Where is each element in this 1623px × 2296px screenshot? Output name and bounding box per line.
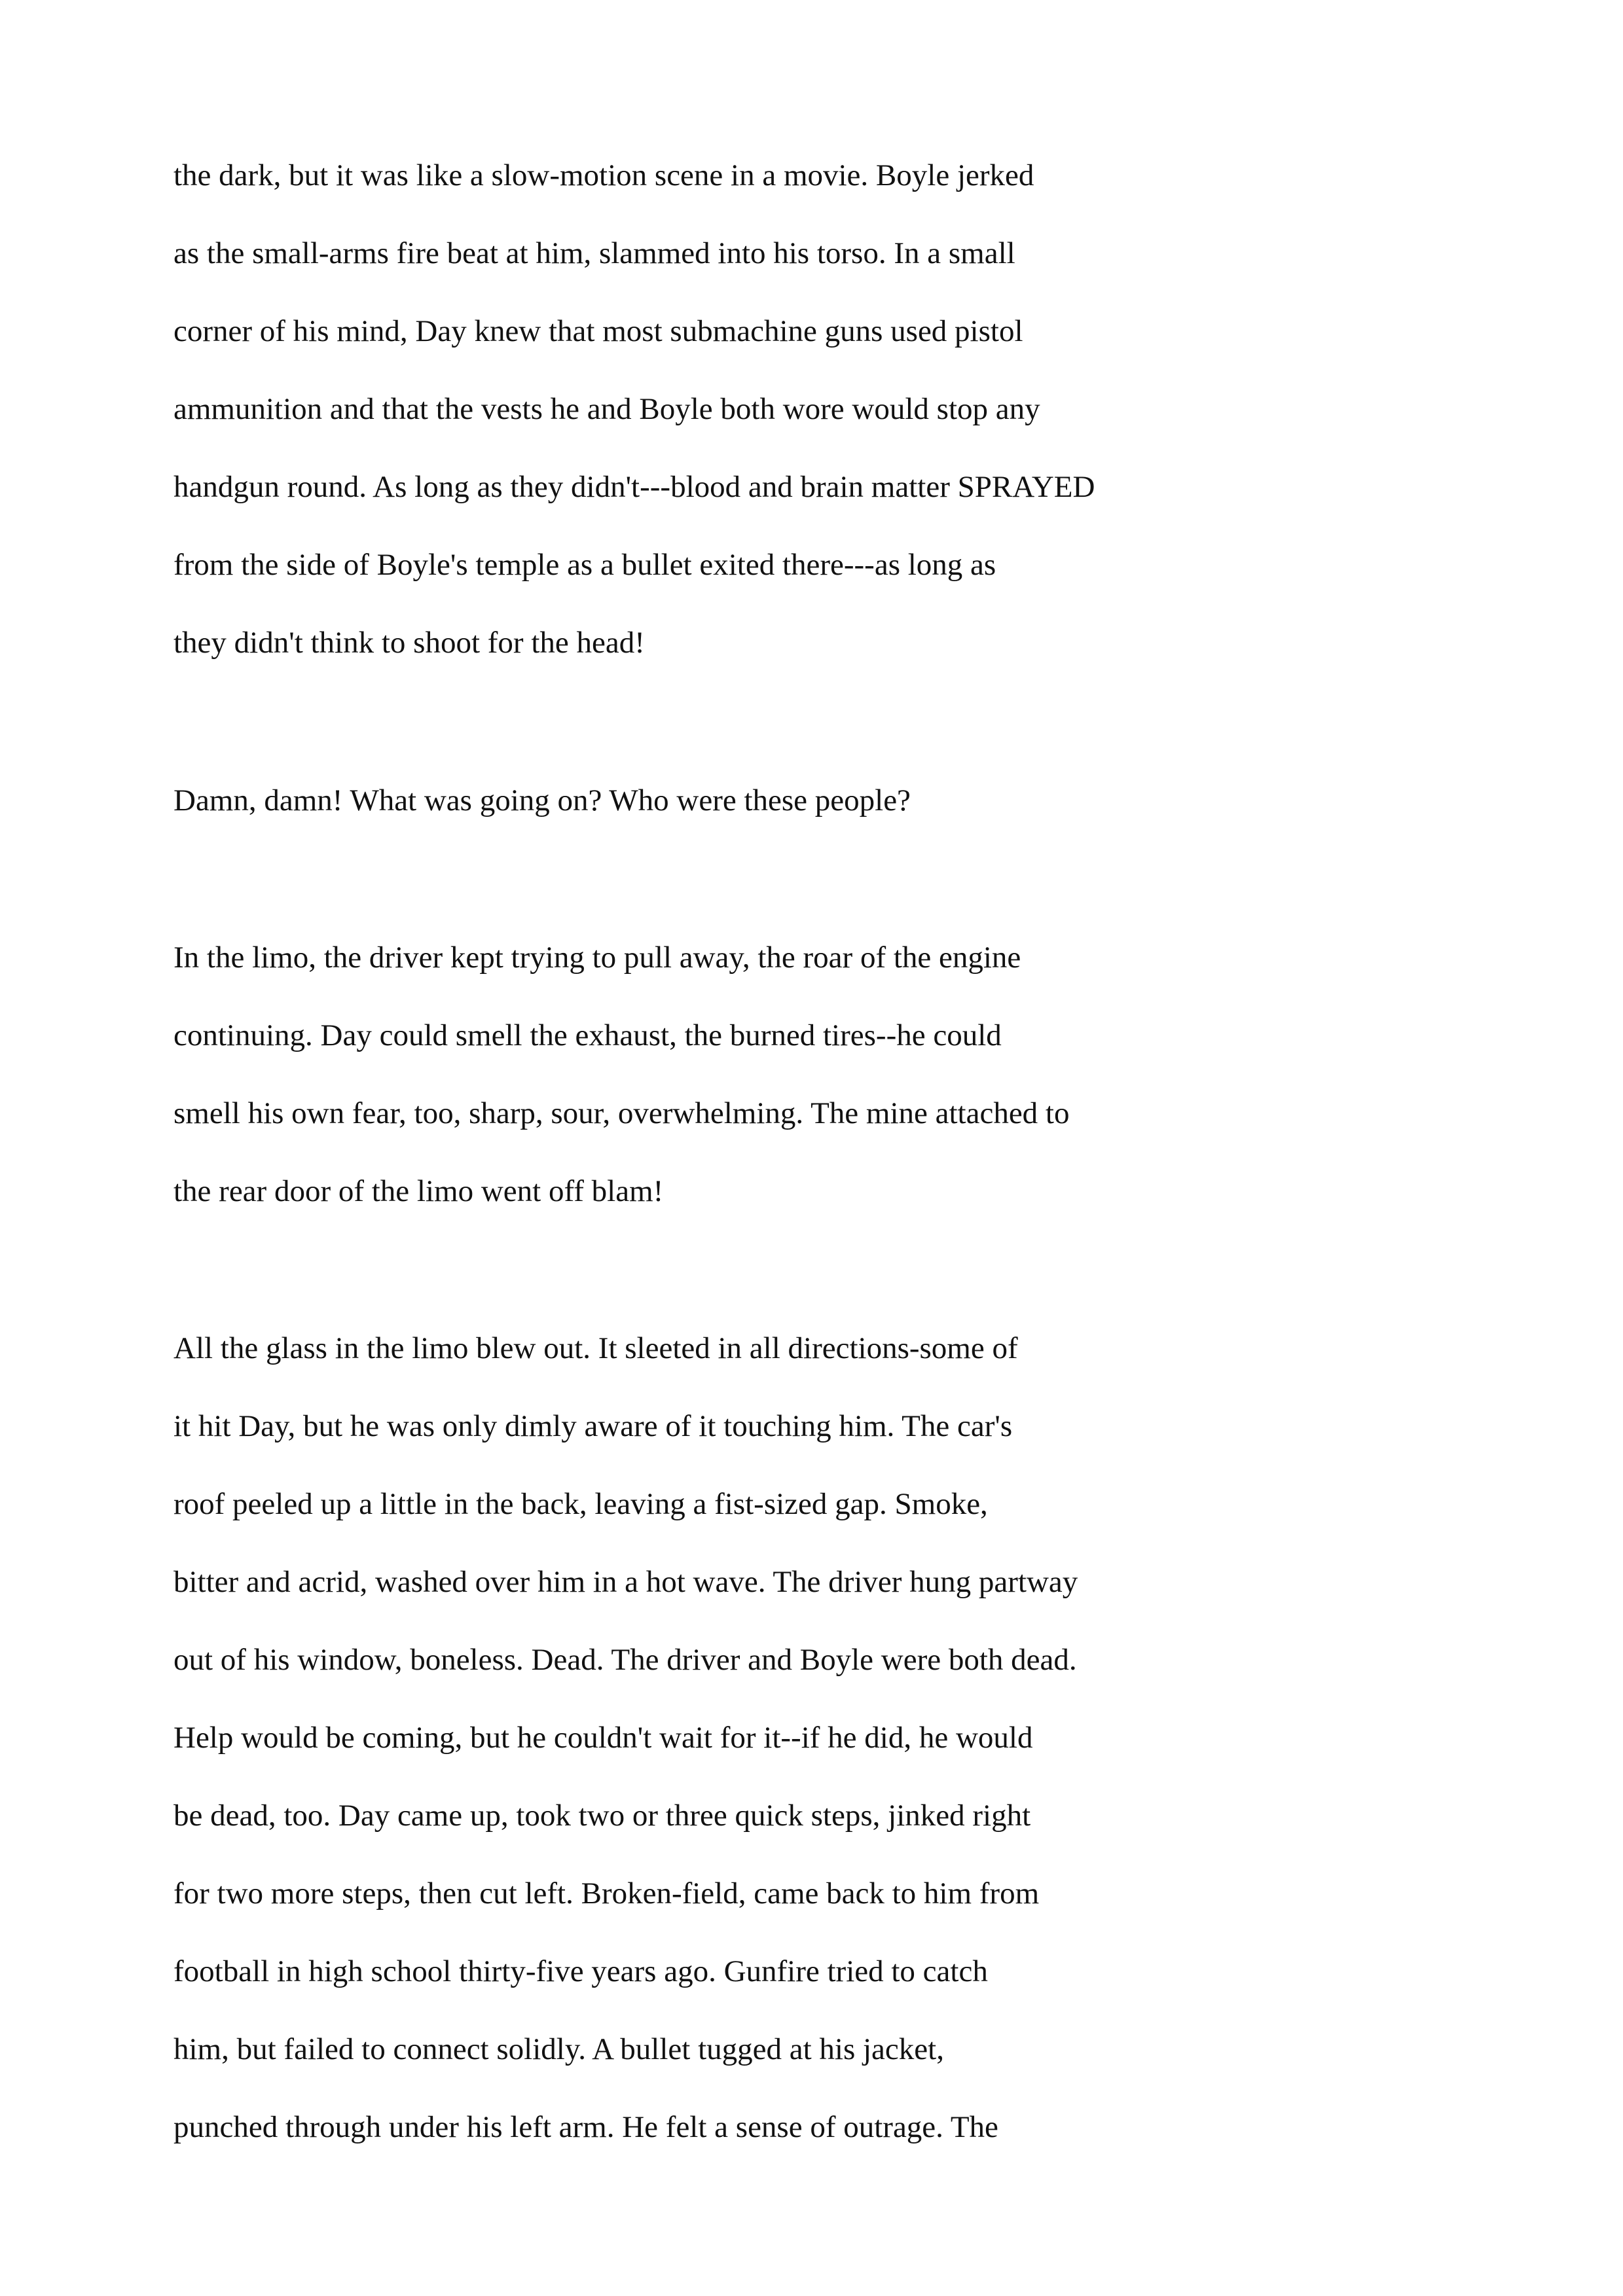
text-line: from the side of Boyle's temple as a bullet exited there---as long as (173, 548, 996, 582)
text-line: be dead, too. Day came up, took two or three quick steps, jinked right (173, 1799, 1031, 1833)
text-line: smell his own fear, too, sharp, sour, overwhelming. The mine attached to (173, 1096, 1070, 1130)
text-line: bitter and acrid, washed over him in a hot wave. The driver hung partway (173, 1565, 1078, 1599)
text-line: football in high school thirty-five years ago. Gunfire tried to catch (173, 1954, 988, 1988)
text-line: it hit Day, but he was only dimly aware of it touching him. The car's (173, 1409, 1013, 1443)
text-line: out of his window, boneless. Dead. The driver and Boyle were both dead. (173, 1643, 1077, 1677)
text-line: the rear door of the limo went off blam! (173, 1174, 664, 1208)
text-line: for two more steps, then cut left. Broken-field, came back to him from (173, 1876, 1040, 1910)
text-line: ammunition and that the vests he and Boyle both wore would stop any (173, 392, 1040, 426)
text-line: him, but failed to connect solidly. A bullet tugged at his jacket, (173, 2032, 944, 2066)
text-line: corner of his mind, Day knew that most submachine guns used pistol (173, 314, 1023, 348)
paragraph-3 (173, 919, 1483, 1230)
text-line: All the glass in the limo blew out. It sleeted in all directions-some of (173, 1331, 1018, 1365)
text-line: In the limo, the driver kept trying to pull away, the roar of the engine (173, 941, 1021, 975)
text-line: Help would be coming, but he couldn't wait for it--if he did, he would (173, 1721, 1033, 1755)
text-line: they didn't think to shoot for the head! (173, 626, 645, 660)
paragraph-4 (173, 1310, 1483, 2166)
text-line: Damn, damn! What was going on? Who were these people? (173, 783, 911, 817)
text-line: continuing. Day could smell the exhaust, the burned tires--he could (173, 1018, 1002, 1052)
text-line: roof peeled up a little in the back, leaving a fist-sized gap. Smoke, (173, 1487, 988, 1521)
text-line: handgun round. As long as they didn't---blood and brain matter SPRAYED (173, 470, 1095, 504)
paragraph-2 (173, 762, 1483, 840)
text-line: the dark, but it was like a slow-motion scene in a movie. Boyle jerked (173, 158, 1034, 192)
text-line: punched through under his left arm. He felt a sense of outrage. The (173, 2110, 998, 2144)
text-line: as the small-arms fire beat at him, slammed into his torso. In a small (173, 236, 1015, 270)
paragraph-1 (173, 137, 1483, 682)
